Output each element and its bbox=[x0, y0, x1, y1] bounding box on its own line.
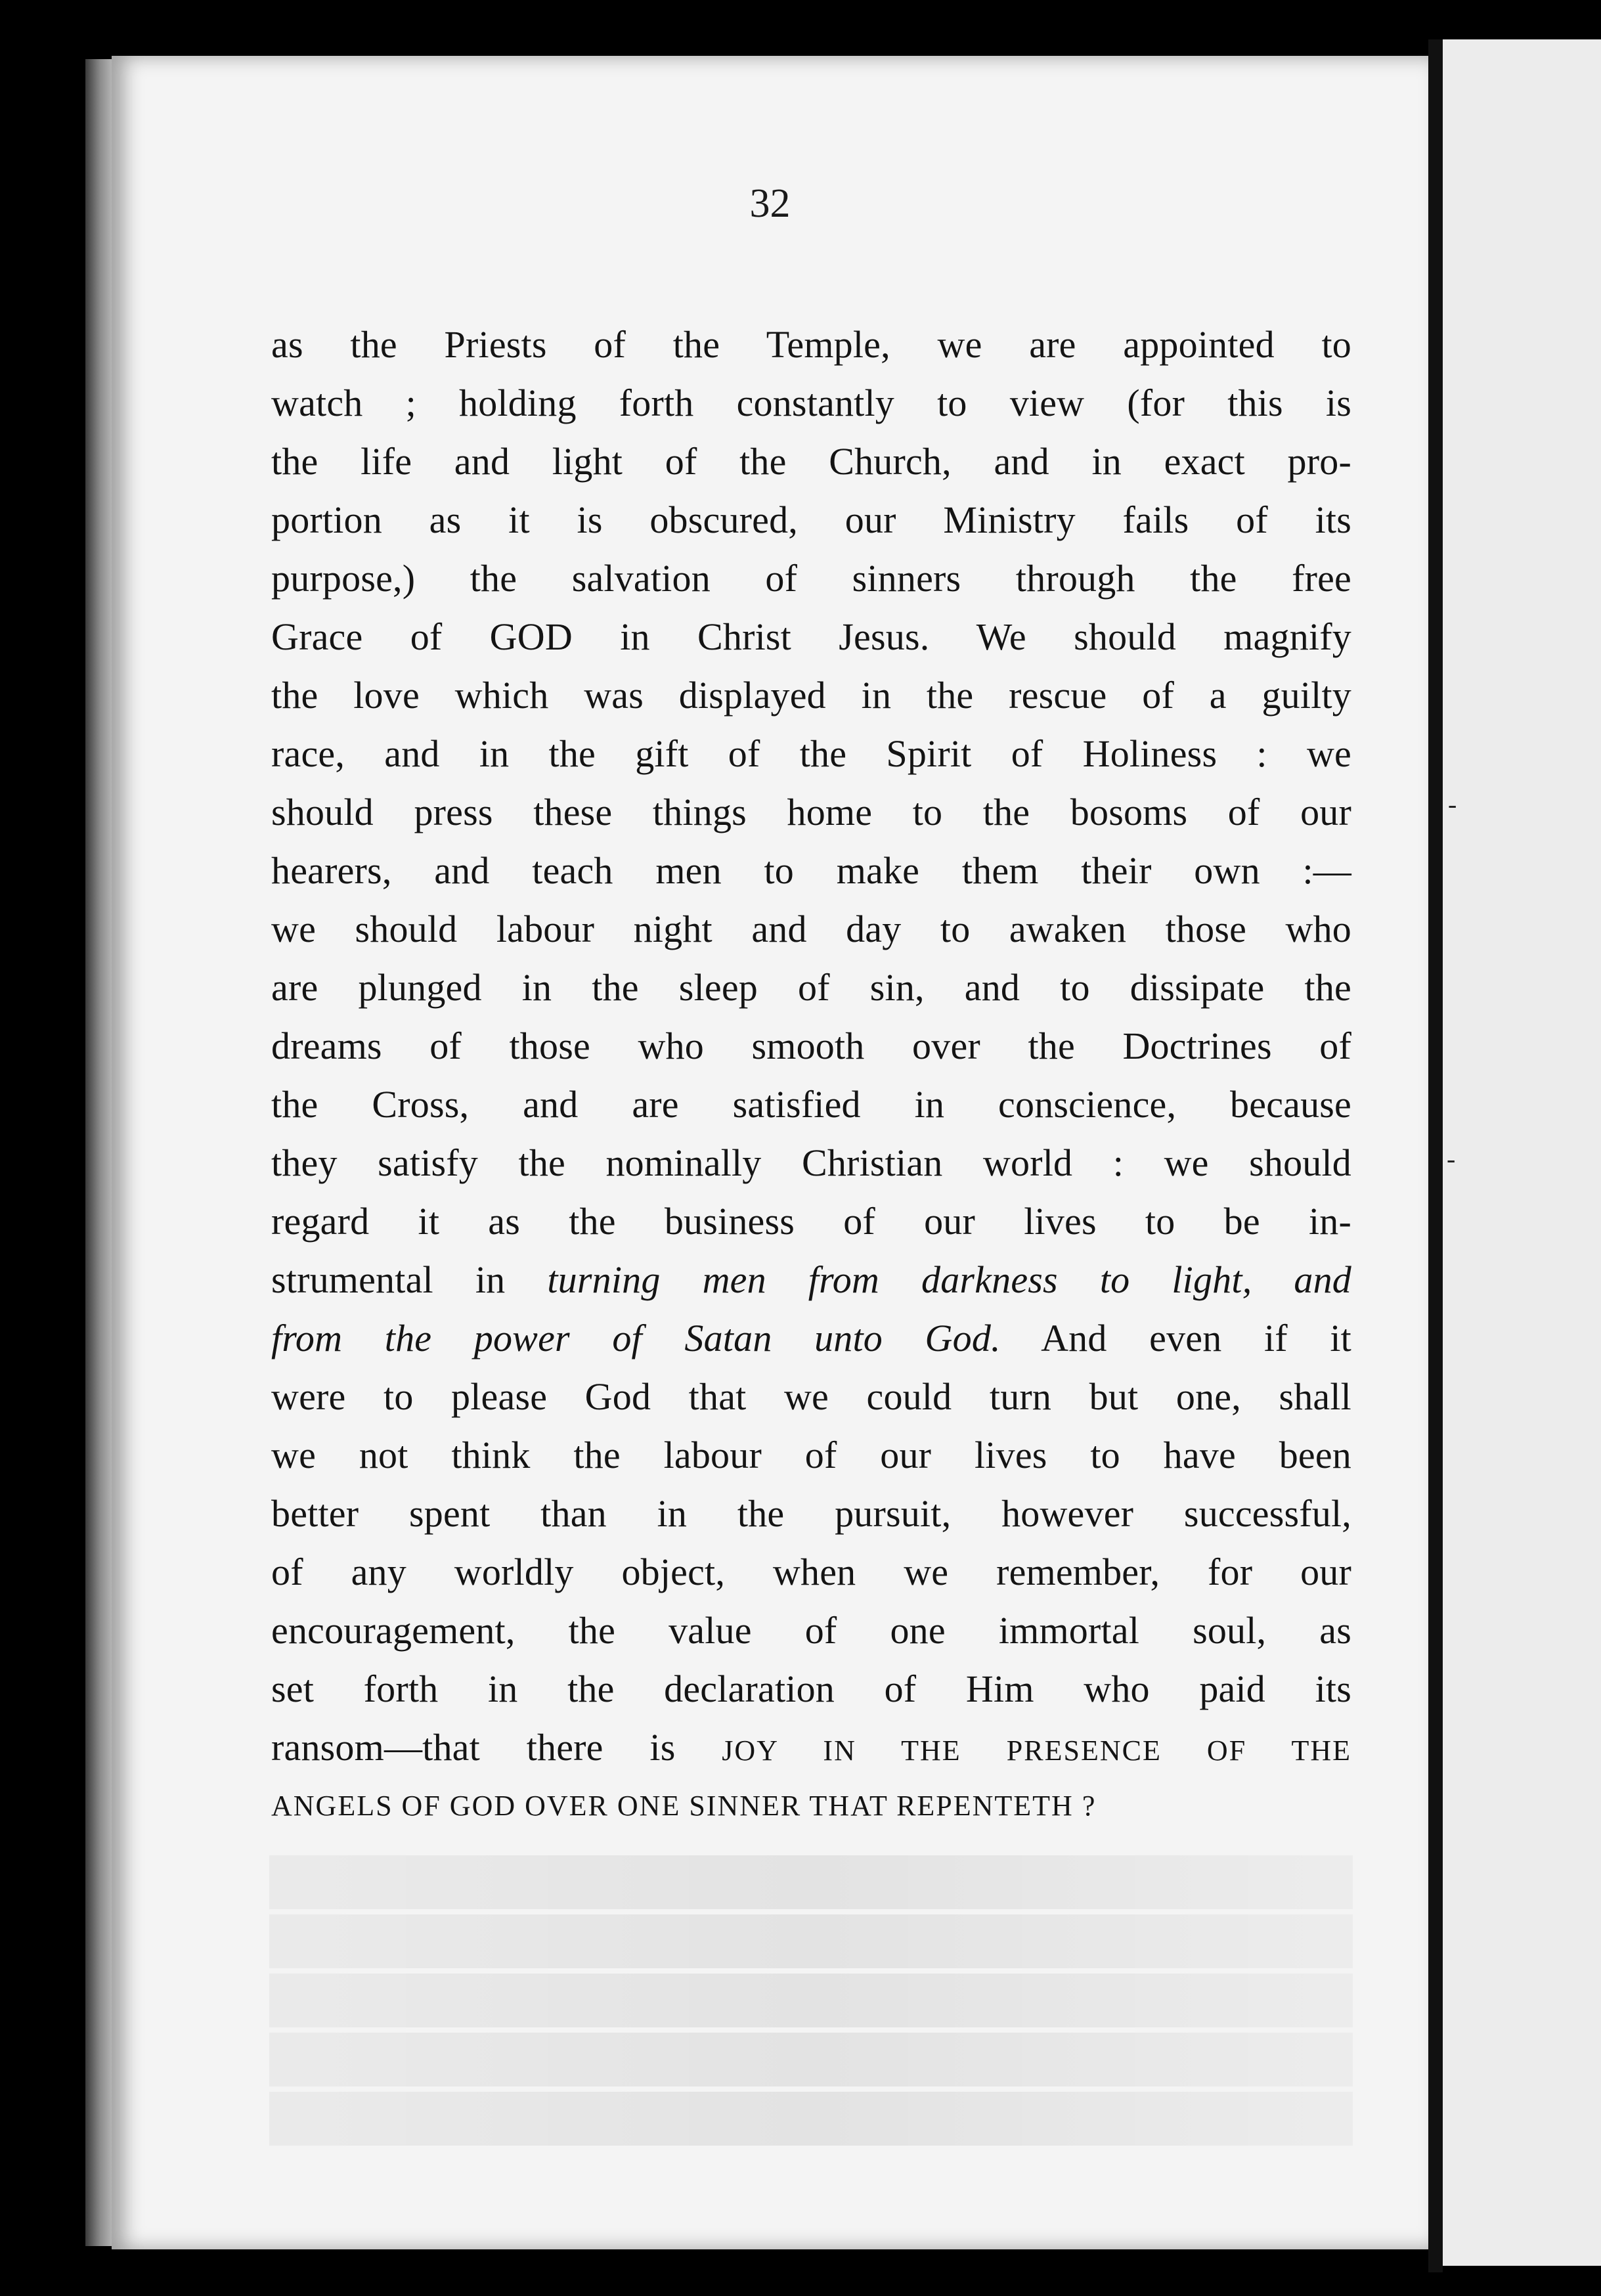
show-through-line bbox=[269, 2092, 1353, 2146]
text-line: regard it as the business of our lives to be in- bbox=[271, 1200, 1351, 1243]
text-line-small-caps: ANGELS OF GOD OVER ONE SINNER THAT REPENTETH ? bbox=[271, 1790, 1097, 1822]
text-line: encouragement, the value of one immortal soul, as bbox=[271, 1609, 1351, 1652]
text-line: the love which was displayed in the rescue of a guilty bbox=[271, 674, 1351, 717]
text-span: ransom—that there is bbox=[271, 1726, 722, 1769]
text-line: we should labour night and day to awaken those who bbox=[271, 908, 1351, 950]
show-through-line bbox=[269, 1855, 1353, 1909]
text-line: purpose,) the salvation of sinners through the free bbox=[271, 557, 1351, 600]
text-line-mixed bbox=[271, 1250, 1351, 1309]
text-line: we not think the labour of our lives to have been bbox=[271, 1434, 1351, 1476]
text-line: portion as it is obscured, our Ministry fails of its bbox=[271, 498, 1351, 541]
text-line: should press these things home to the bosoms of our bbox=[271, 791, 1351, 833]
text-line-mixed bbox=[271, 1309, 1351, 1367]
text-line-mixed bbox=[271, 1718, 1351, 1777]
margin-mark-tick: - bbox=[1447, 1144, 1456, 1174]
text-line: hearers, and teach men to make them their own :— bbox=[271, 849, 1351, 892]
adjacent-page-edge bbox=[1443, 39, 1601, 2266]
text-line: better spent than in the pursuit, however successful, bbox=[271, 1492, 1351, 1535]
show-through-text bbox=[269, 1855, 1353, 2151]
text-line: as the Priests of the Temple, we are appointed to bbox=[271, 323, 1351, 366]
page-number: 32 bbox=[749, 181, 791, 226]
text-line: watch ; holding forth constantly to view (for this is bbox=[271, 382, 1351, 424]
text-line: were to please God that we could turn but one, shall bbox=[271, 1375, 1351, 1418]
italic-text-span: from the power of Satan unto God. bbox=[271, 1317, 1001, 1359]
show-through-line bbox=[269, 2033, 1353, 2086]
book-page bbox=[112, 56, 1428, 2249]
text-span: And even if it bbox=[1000, 1317, 1351, 1359]
text-span: strumental in bbox=[271, 1258, 548, 1301]
text-line: of any worldly object, when we remember, for our bbox=[271, 1551, 1351, 1593]
page-gutter bbox=[1428, 39, 1443, 2272]
text-line: race, and in the gift of the Spirit of Holiness : we bbox=[271, 732, 1351, 775]
small-caps-span: JOY IN THE PRESENCE OF THE bbox=[722, 1734, 1351, 1767]
show-through-line bbox=[269, 1914, 1353, 1968]
show-through-line bbox=[269, 1974, 1353, 2027]
text-line: set forth in the declaration of Him who paid its bbox=[271, 1667, 1351, 1710]
text-line: the Cross, and are satisfied in conscience, because bbox=[271, 1083, 1351, 1126]
margin-mark-dot: - bbox=[1448, 789, 1457, 819]
italic-text-span: turning men from darkness to light, and bbox=[547, 1258, 1351, 1301]
text-line: are plunged in the sleep of sin, and to dissipate the bbox=[271, 966, 1351, 1009]
text-line: dreams of those who smooth over the Doctrines of bbox=[271, 1025, 1351, 1067]
text-line: they satisfy the nominally Christian world : we should bbox=[271, 1141, 1351, 1184]
text-line: Grace of GOD in Christ Jesus. We should magnify bbox=[271, 615, 1351, 658]
page-body-text bbox=[271, 315, 1351, 1835]
text-line: the life and light of the Church, and in exact pro- bbox=[271, 440, 1351, 483]
